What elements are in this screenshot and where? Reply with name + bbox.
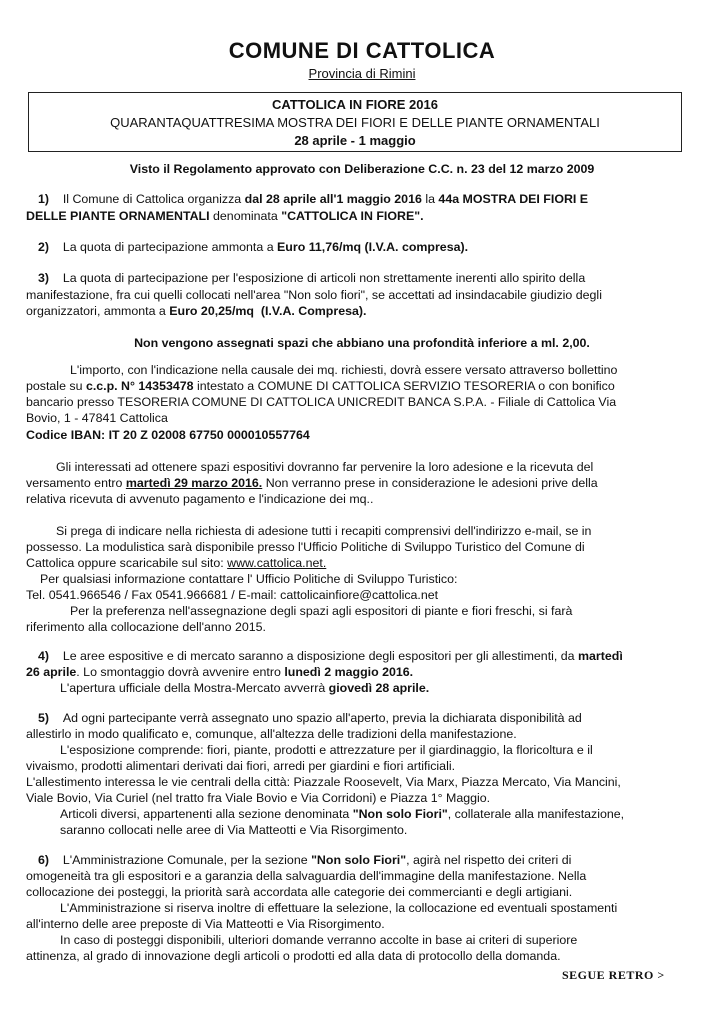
info-line1: Si prega di indicare nella richiesta di adesione tutti i recapiti comprensivi dell'indirizzo e-mail, se in <box>56 524 592 538</box>
deadline-line2: versamento entro martedì 29 marzo 2016. Non verranno prese in considerazione le adesioni prive della <box>26 476 598 490</box>
deadline-line3: relativa ricevuta di avvenuto pagamento e l'indicazione dei mq.. <box>26 492 374 506</box>
paragraph-5-line5: L'allestimento interessa le vie centrali della città: Piazzale Roosevelt, Via Marx, Piazza Mercato, Via Mancini, <box>26 775 621 789</box>
paragraph-5: 5) Ad ogni partecipante verrà assegnato uno spazio all'aperto, previa la dichiarata disponibilità ad <box>38 711 582 725</box>
paragraph-6-line5: all'interno delle aree preposte di Via Matteotti e Via Risorgimento. <box>26 917 385 931</box>
banner-subtitle: QUARANTAQUATTRESIMA MOSTRA DEI FIORI E DELLE PIANTE ORNAMENTALI <box>110 115 600 130</box>
paragraph-5-line6: Viale Bovio, Via Curiel (nel tratto fra Viale Bovio e Via Corridoni) e Piazza 1° Maggio. <box>26 791 491 805</box>
paragraph-5-line3: L'esposizione comprende: fiori, piante, prodotti e attrezzature per il giardinaggio, la floricoltura e il <box>60 743 593 757</box>
paragraph-6-line6: In caso di posteggi disponibili, ulteriori domande verranno accolte in base ai criteri di superiore <box>60 933 578 947</box>
paragraph-4-line2: 26 aprile. Lo smontaggio dovrà avvenire entro lunedì 2 maggio 2016. <box>26 665 414 679</box>
paragraph-2: 2) La quota di partecipazione ammonta a Euro 11,76/mq (I.V.A. compresa). <box>38 240 469 254</box>
payment-line1: L'importo, con l'indicazione nella causale dei mq. richiesti, dovrà essere versato attraverso bollettino <box>70 363 618 377</box>
paragraph-6-line2: omogeneità tra gli espositori e a garanzia della salvaguardia dell'immagine della manifestazione. Nella <box>26 869 587 883</box>
paragraph-3: 3) La quota di partecipazione per l'esposizione di articoli non strettamente inerenti allo spirito della <box>38 271 586 285</box>
paragraph-5-line7: Articoli diversi, appartenenti alla sezione denominata "Non solo Fiori", collaterale alla manifestazione, <box>60 807 625 821</box>
contact-line: Tel. 0541.966546 / Fax 0541.966681 / E-mail: cattolicainfiore@cattolica.net <box>26 588 439 602</box>
payment-line4: Bovio, 1 - 47841 Cattolica <box>26 411 168 425</box>
paragraph-6-line4: L'Amministrazione si riserva inoltre di effettuare la selezione, la collocazione ed eventuali spostamenti <box>60 901 618 915</box>
paragraph-1-cont: DELLE PIANTE ORNAMENTALI denominata "CATTOLICA IN FIORE". <box>26 209 424 223</box>
info-line2: possesso. La modulistica sarà disponibile presso l'Ufficio Politiche di Sviluppo Turistico del Comune di <box>26 540 585 554</box>
paragraph-6-line3: collocazione dei posteggi, la priorità sarà accordata alle categorie dei commercianti e degli artigiani. <box>26 885 573 899</box>
preference-line2: riferimento alla collocazione dell'anno 2015. <box>26 620 267 634</box>
info-line4: Per qualsiasi informazione contattare l' Ufficio Politiche di Sviluppo Turistico: <box>40 572 458 586</box>
event-banner <box>28 92 682 152</box>
website-link[interactable]: www.cattolica.net. <box>227 556 327 570</box>
paragraph-3-line2: manifestazione, fra cui quelli collocati nell'area "Non solo fiori", se accettati ad insindacabile giudizio degli <box>26 288 602 302</box>
paragraph-1: 1) Il Comune di Cattolica organizza dal 28 aprile all'1 maggio 2016 la 44a MOSTRA DEI FIORI E <box>38 192 589 206</box>
paragraph-3-line3: organizzatori, ammonta a Euro 20,25/mq (I.V.A. Compresa). <box>26 304 367 318</box>
paragraph-6-line7: attinenza, al grado di innovazione degli articoli o prodotti ed alla data di protocollo della domanda. <box>26 949 561 963</box>
paragraph-4: 4) Le aree espositive e di mercato saranno a disposizione degli espositori per gli allestimenti, da martedì <box>38 649 623 663</box>
info-line3: Cattolica oppure scaricabile sul sito: www.cattolica.net. <box>26 556 327 570</box>
iban-code: Codice IBAN: IT 20 Z 02008 67750 000010557764 <box>26 428 310 442</box>
paragraph-4-line3: L'apertura ufficiale della Mostra-Mercato avverrà giovedì 28 aprile. <box>60 681 430 695</box>
paragraph-5-line2: allestirlo in modo qualificato e, comunque, all'altezza delle tradizioni della manifestazione. <box>26 727 517 741</box>
preference-line1: Per la preferenza nell'assegnazione degli spazi agli espositori di piante e fiori freschi, si farà <box>70 604 573 618</box>
page-subtitle: Provincia di Rimini <box>308 66 416 81</box>
paragraph-6: 6) L'Amministrazione Comunale, per la sezione "Non solo Fiori", agirà nel rispetto dei criteri di <box>38 853 572 867</box>
continue-overleaf: SEGUE RETRO > <box>562 968 665 982</box>
visto-line: Visto il Regolamento approvato con Deliberazione C.C. n. 23 del 12 marzo 2009 <box>129 162 595 176</box>
depth-notice: Non vengono assegnati spazi che abbiano una profondità inferiore a ml. 2,00. <box>134 336 590 350</box>
paragraph-5-line4: vivaismo, prodotti alimentari derivati dai fiori, arredi per giardini e fiori artificiali. <box>26 759 456 773</box>
payment-line3: bancario presso TESORERIA COMUNE DI CATTOLICA UNICREDIT BANCA S.P.A. - Filiale di Cattolica Via <box>26 395 617 409</box>
deadline-line1: Gli interessati ad ottenere spazi espositivi dovranno far pervenire la loro adesione e la ricevuta del <box>56 460 594 474</box>
page-title: COMUNE DI CATTOLICA <box>228 38 496 63</box>
payment-line2: postale su c.c.p. N° 14353478 intestato a COMUNE DI CATTOLICA SERVIZIO TESORERIA o con bonifico <box>26 379 615 393</box>
banner-dates: 28 aprile - 1 maggio <box>294 133 416 148</box>
paragraph-5-line8: saranno collocati nelle aree di Via Matteotti e Via Risorgimento. <box>60 823 408 837</box>
banner-title: CATTOLICA IN FIORE 2016 <box>272 97 438 112</box>
